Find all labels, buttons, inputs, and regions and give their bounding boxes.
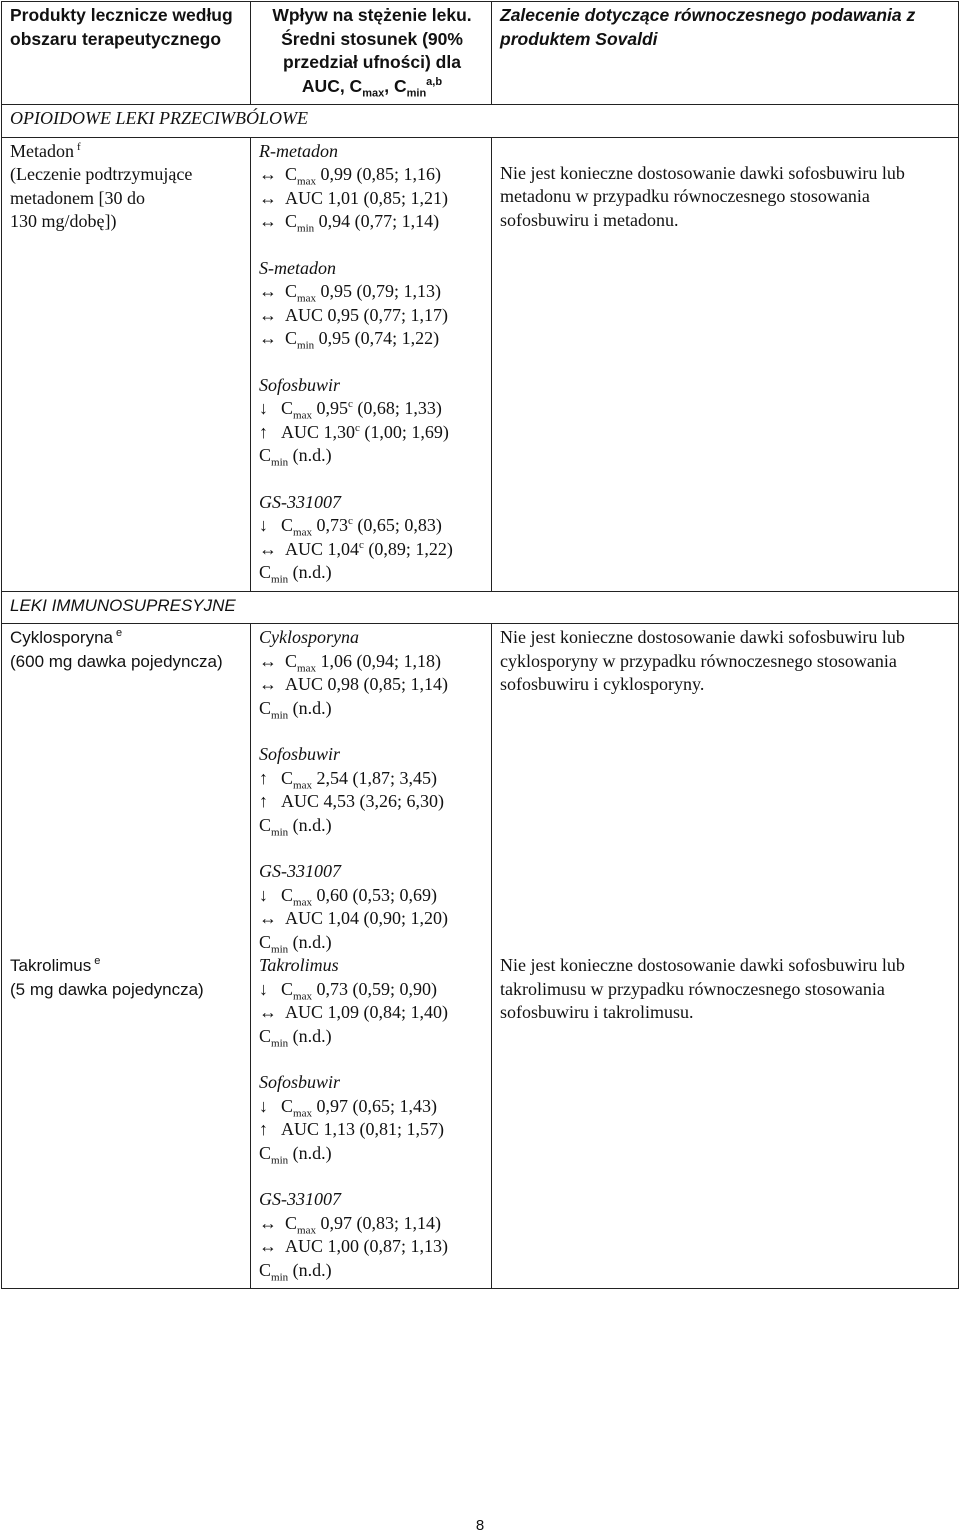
- effect-group-name: S-metadon: [259, 257, 336, 278]
- pk-parameter-subscript: max: [293, 526, 312, 539]
- table-body: [2, 105, 959, 1289]
- ratio-ci: (0,65; 0,83): [357, 515, 442, 535]
- effect-line: [259, 327, 485, 351]
- drug-detail: (600 mg dawka pojedyncza): [10, 651, 223, 671]
- effect-line: [259, 790, 485, 814]
- pk-parameter-subscript: min: [271, 456, 289, 469]
- drug-detail: 130 mg/dobę]): [10, 211, 117, 231]
- drug-cell: [2, 624, 251, 955]
- effect-line: [259, 561, 485, 585]
- recommendation-cell: [492, 624, 959, 955]
- effect-line: [259, 538, 485, 562]
- increase-arrow-icon: ↑: [259, 421, 268, 442]
- table-row: [2, 954, 959, 1289]
- pk-parameter: C: [281, 767, 294, 788]
- ratio-ci: (n.d.): [292, 445, 332, 465]
- effect-group-name: Takrolimus: [259, 955, 339, 975]
- pk-parameter: C: [281, 978, 294, 999]
- ratio-ci: 0,73 (0,59; 0,90): [316, 978, 437, 999]
- ratio-footnote: c: [347, 515, 353, 527]
- effect-group: [259, 954, 485, 1048]
- pk-parameter-subscript: max: [297, 662, 316, 675]
- effect-line: [259, 1235, 485, 1259]
- pk-parameter: C: [285, 328, 298, 348]
- header-effect-max-sub: max: [362, 87, 385, 99]
- decrease-arrow-icon: ↓: [259, 978, 268, 999]
- effect-line: [259, 1095, 485, 1119]
- ratio-ci: (n.d.): [292, 814, 332, 835]
- pk-parameter-subscript: min: [297, 222, 315, 235]
- header-effect-min-sub: min: [406, 87, 427, 99]
- pk-parameter: AUC: [285, 1236, 324, 1256]
- pk-parameter-subscript: max: [293, 990, 312, 1003]
- effect-line: [259, 907, 485, 931]
- header-effect-auc: AUC, C: [301, 75, 363, 96]
- effect-group-name: Cyklosporyna: [259, 627, 359, 647]
- effect-group: [259, 491, 485, 585]
- no-change-arrow-icon: ↔: [259, 1212, 277, 1233]
- ratio-ci: 1,06 (0,94; 1,18): [320, 650, 441, 671]
- no-change-arrow-icon: ↔: [259, 650, 277, 671]
- header-effect-sup: a,b: [426, 75, 443, 88]
- pk-parameter: C: [259, 1025, 272, 1046]
- no-change-arrow-icon: ↔: [259, 1236, 277, 1256]
- pk-parameter-subscript: min: [271, 1271, 289, 1284]
- header-effect-comma: , C: [384, 75, 407, 96]
- effect-line: [259, 1212, 485, 1236]
- effect-line: [259, 1118, 485, 1142]
- pk-parameter-subscript: min: [271, 573, 289, 586]
- drug-detail: (5 mg dawka pojedyncza): [10, 979, 204, 999]
- ratio-footnote: c: [347, 398, 353, 410]
- pk-parameter: C: [259, 1142, 272, 1163]
- ratio-value: 1,30: [323, 421, 356, 442]
- effect-cell: [251, 624, 492, 955]
- ratio-value: 0,73: [316, 515, 348, 535]
- ratio-ci: (0,89; 1,22): [368, 538, 453, 559]
- pk-parameter: AUC: [285, 908, 324, 928]
- no-change-arrow-icon: ↔: [259, 328, 277, 348]
- effect-group: [259, 743, 485, 837]
- no-change-arrow-icon: ↔: [259, 304, 277, 325]
- effect-line: [259, 397, 485, 421]
- effect-line: [259, 1142, 485, 1166]
- ratio-ci: 0,98 (0,85; 1,14): [327, 674, 449, 694]
- effect-group: [259, 626, 485, 720]
- ratio-ci: 1,09 (0,84; 1,40): [327, 1002, 449, 1022]
- effect-line: [259, 514, 485, 538]
- pk-parameter-subscript: max: [293, 896, 312, 909]
- effect-group-name: Sofosbuwir: [259, 1072, 341, 1092]
- recommendation-text: Nie jest konieczne dostosowanie dawki sofosbuwiru lub metadonu w przypadku równoczesnego stosowania sofosbuwiru i metadonu.: [500, 162, 905, 230]
- effect-group-name: GS-331007: [259, 491, 341, 512]
- ratio-ci: 2,54 (1,87; 3,45): [316, 767, 437, 788]
- pk-parameter: C: [281, 398, 294, 418]
- pk-parameter: C: [259, 697, 272, 718]
- effect-group: [259, 1188, 485, 1282]
- effect-group-name: R-metadon: [259, 140, 338, 161]
- pk-parameter-subscript: min: [297, 339, 315, 352]
- pk-parameter-subscript: max: [293, 1107, 312, 1120]
- pk-parameter: C: [281, 884, 294, 905]
- pk-parameter: C: [285, 211, 298, 231]
- recommendation-text: Nie jest konieczne dostosowanie dawki sofosbuwiru lub takrolimusu w przypadku równoczesnego stosowania sofosbuwiru i takrolimusu.: [500, 955, 905, 1022]
- ratio-ci: 0,60 (0,53; 0,69): [316, 884, 437, 905]
- pk-parameter: AUC: [281, 791, 320, 811]
- ratio-ci: 0,99 (0,85; 1,16): [320, 164, 441, 184]
- pk-parameter: AUC: [285, 187, 324, 208]
- increase-arrow-icon: ↑: [259, 791, 268, 811]
- effect-group: [259, 1071, 485, 1165]
- recommendation-text: Nie jest konieczne dostosowanie dawki sofosbuwiru lub cyklosporyny w przypadku równoczesnego stosowania sofosbuwiru i cyklosporyny.: [500, 627, 905, 694]
- decrease-arrow-icon: ↓: [259, 398, 268, 418]
- drug-cell: [2, 954, 251, 1289]
- pk-parameter: C: [259, 562, 272, 582]
- pk-parameter: C: [285, 164, 298, 184]
- ratio-ci: (n.d.): [292, 562, 332, 582]
- ratio-ci: (n.d.): [292, 1025, 332, 1046]
- effect-line: [259, 697, 485, 721]
- effect-group: [259, 860, 485, 954]
- effect-line: [259, 650, 485, 674]
- ratio-ci: (n.d.): [292, 931, 332, 952]
- effect-line: [259, 1001, 485, 1025]
- pk-parameter-subscript: max: [297, 175, 316, 188]
- header-effect-line1: Wpływ na stężenie leku.: [272, 5, 472, 25]
- effect-line: [259, 421, 485, 445]
- ratio-ci: 1,04 (0,90; 1,20): [327, 908, 449, 928]
- pk-parameter: AUC: [285, 1002, 324, 1022]
- pk-parameter: AUC: [285, 538, 324, 559]
- ratio-ci: 0,97 (0,65; 1,43): [316, 1095, 437, 1116]
- interaction-table: [1, 1, 959, 1289]
- page-number: 8: [475, 1517, 485, 1534]
- pk-parameter: C: [259, 814, 272, 835]
- drug-footnote: e: [116, 627, 123, 640]
- pk-parameter: C: [285, 281, 298, 301]
- ratio-ci: 1,13 (0,81; 1,57): [323, 1119, 445, 1139]
- pk-parameter-subscript: min: [271, 709, 289, 722]
- increase-arrow-icon: ↑: [259, 767, 268, 788]
- no-change-arrow-icon: ↔: [259, 538, 277, 559]
- effect-line: [259, 673, 485, 697]
- ratio-footnote: c: [359, 538, 364, 551]
- no-change-arrow-icon: ↔: [259, 164, 277, 184]
- drug-footnote: f: [76, 140, 81, 153]
- pk-parameter-subscript: max: [293, 409, 312, 422]
- header-effect: [251, 2, 492, 105]
- effect-group: [259, 374, 485, 468]
- ratio-ci: 0,95 (0,79; 1,13): [320, 281, 441, 301]
- pk-parameter-subscript: min: [271, 1154, 289, 1167]
- pk-parameter: C: [285, 1212, 298, 1233]
- pk-parameter: AUC: [285, 304, 324, 325]
- section-heading-row: [2, 591, 959, 624]
- effect-line: [259, 814, 485, 838]
- pk-parameter-subscript: min: [271, 826, 289, 839]
- header-products: [2, 2, 251, 105]
- table-row: [2, 137, 959, 591]
- effect-line: [259, 767, 485, 791]
- pk-parameter: C: [259, 931, 272, 952]
- effect-line: [259, 1259, 485, 1283]
- drug-name: Cyklosporyna: [10, 628, 113, 647]
- effect-line: [259, 163, 485, 187]
- no-change-arrow-icon: ↔: [259, 1002, 277, 1022]
- ratio-ci: 1,01 (0,85; 1,21): [327, 187, 449, 208]
- increase-arrow-icon: ↑: [259, 1119, 268, 1139]
- pk-parameter-subscript: min: [271, 943, 289, 956]
- drug-detail: metadonem [30 do: [10, 187, 145, 208]
- pk-parameter-subscript: max: [297, 1224, 316, 1237]
- pk-parameter: C: [281, 515, 294, 535]
- no-change-arrow-icon: ↔: [259, 908, 277, 928]
- recommendation-cell: [492, 137, 959, 591]
- ratio-ci: (n.d.): [292, 1259, 332, 1280]
- effect-line: [259, 187, 485, 211]
- header-effect-line2: Średni stosunek (90%: [281, 28, 463, 49]
- header-products-text: Produkty lecznicze według obszaru terapeutycznego: [10, 5, 233, 49]
- drug-detail: (Leczenie podtrzymujące: [10, 164, 193, 184]
- pk-parameter-subscript: max: [293, 779, 312, 792]
- no-change-arrow-icon: ↔: [259, 211, 277, 231]
- ratio-ci: (n.d.): [292, 697, 332, 718]
- no-change-arrow-icon: ↔: [259, 674, 277, 694]
- pk-parameter-subscript: min: [271, 1037, 289, 1050]
- table-row: [2, 624, 959, 955]
- pk-parameter: C: [281, 1095, 294, 1116]
- ratio-ci: (n.d.): [292, 1142, 332, 1163]
- header-recommendation-text: Zalecenie dotyczące równoczesnego podawania z produktem Sovaldi: [500, 5, 916, 49]
- decrease-arrow-icon: ↓: [259, 1095, 268, 1116]
- effect-line: [259, 978, 485, 1002]
- pk-parameter: C: [285, 650, 298, 671]
- ratio-ci: (1,00; 1,69): [364, 421, 449, 442]
- effect-line: [259, 884, 485, 908]
- effect-line: [259, 304, 485, 328]
- drug-name: Metadon: [10, 140, 74, 161]
- ratio-value: 1,04: [327, 538, 360, 559]
- ratio-ci: 1,00 (0,87; 1,13): [327, 1236, 449, 1256]
- decrease-arrow-icon: ↓: [259, 515, 268, 535]
- ratio-value: 0,95: [316, 398, 348, 418]
- effect-group-name: GS-331007: [259, 1189, 341, 1209]
- no-change-arrow-icon: ↔: [259, 281, 277, 301]
- drug-name: Takrolimus: [10, 956, 92, 975]
- effect-line: [259, 444, 485, 468]
- ratio-ci: 0,95 (0,74; 1,22): [318, 328, 440, 348]
- effect-line: [259, 1025, 485, 1049]
- effect-group-name: GS-331007: [259, 861, 341, 881]
- drug-cell: [2, 137, 251, 591]
- pk-parameter: C: [259, 1259, 272, 1280]
- pk-parameter: AUC: [281, 421, 320, 442]
- header-recommendation: [492, 2, 959, 105]
- decrease-arrow-icon: ↓: [259, 884, 268, 905]
- drug-footnote: e: [94, 955, 101, 968]
- header-effect-line3: przedział ufności) dla: [283, 52, 461, 72]
- effect-cell: [251, 137, 492, 591]
- ratio-ci: 0,95 (0,77; 1,17): [327, 304, 449, 325]
- effect-group-name: Sofosbuwir: [259, 744, 341, 764]
- effect-line: [259, 280, 485, 304]
- ratio-ci: 0,94 (0,77; 1,14): [318, 211, 440, 231]
- pk-parameter: AUC: [281, 1119, 320, 1139]
- ratio-ci: 0,97 (0,83; 1,14): [320, 1212, 441, 1233]
- ratio-ci: 4,53 (3,26; 6,30): [323, 791, 445, 811]
- effect-line: [259, 931, 485, 955]
- effect-group: [259, 257, 485, 351]
- section-title: OPIOIDOWE LEKI PRZECIWBÓLOWE: [2, 105, 959, 138]
- recommendation-cell: [492, 954, 959, 1289]
- effect-group-name: Sofosbuwir: [259, 374, 341, 395]
- pk-parameter: C: [259, 445, 272, 465]
- pk-parameter-subscript: max: [297, 292, 316, 305]
- no-change-arrow-icon: ↔: [259, 187, 277, 208]
- effect-line: [259, 210, 485, 234]
- ratio-footnote: c: [355, 421, 360, 434]
- effect-group: [259, 140, 485, 234]
- section-title: LEKI IMMUNOSUPRESYJNE: [2, 591, 959, 624]
- pk-parameter: AUC: [285, 674, 324, 694]
- table-header-row: [2, 2, 959, 105]
- section-heading-row: [2, 105, 959, 138]
- effect-cell: [251, 954, 492, 1289]
- ratio-ci: (0,68; 1,33): [357, 398, 442, 418]
